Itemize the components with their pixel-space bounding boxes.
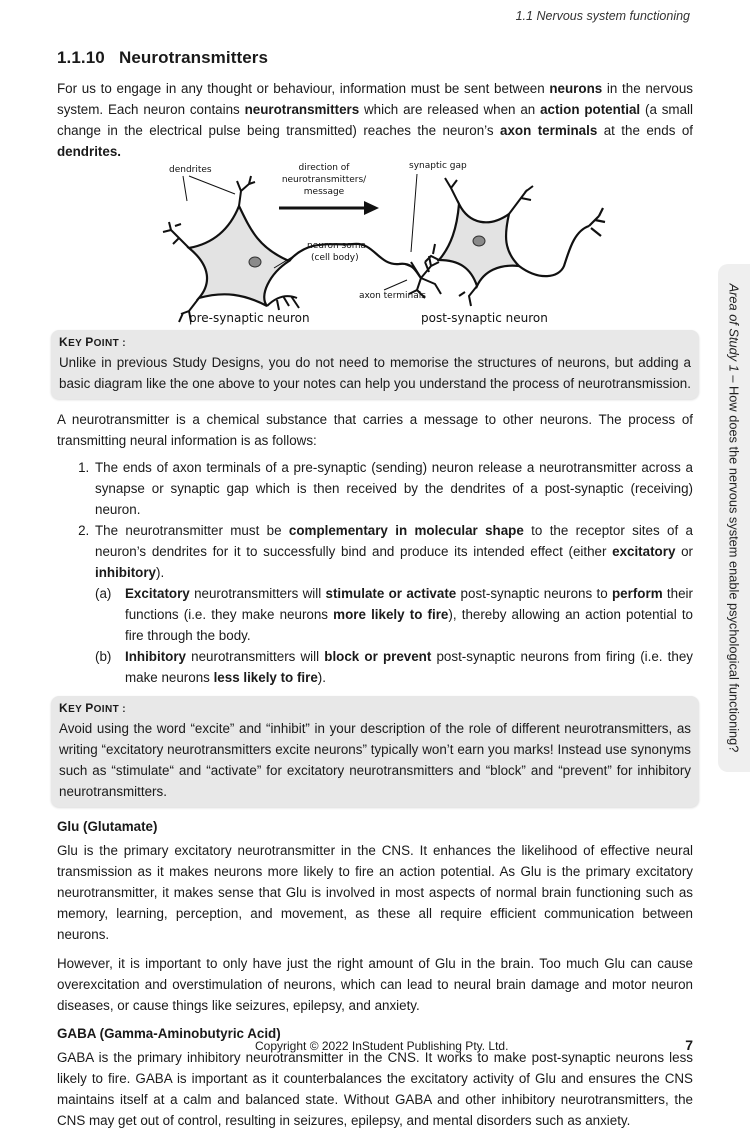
side-tab-label: Area of Study 1 – How does the nervous system enable psychological functioning?	[726, 283, 742, 753]
post-neuron-nucleus	[473, 236, 485, 246]
process-steps	[57, 457, 693, 688]
post-axon	[519, 208, 605, 276]
pre-neuron-soma	[189, 206, 289, 306]
effect-type-item: (a) Excitatory neurotransmitters will stimulate or activate post-synaptic neurons to perform their functions (i.e. they make neurons more likely to fire), thereby allowing an action potential to fire through the body.	[95, 586, 693, 643]
copyright: Copyright © 2022 InStudent Publishing Pty. Ltd.	[255, 1039, 509, 1053]
label-direction-2: neurotransmitters/	[281, 175, 367, 185]
section-title	[57, 48, 693, 68]
key-point-label: KEY POINT :	[59, 335, 127, 349]
dendrites-pointer	[183, 176, 235, 201]
section-heading: Neurotransmitters	[119, 48, 269, 67]
pre-dendrite	[237, 176, 255, 206]
glu-paragraph-1: Glu is the primary excitatory neurotransmitter in the CNS. It enhances the likelihood of effective neural transmission as it makes neurons more likely to fire an action potential. As Glu is the primary excitatory neurotransmitter, it makes sense that Glu is involved in most aspects of normal brain functioning such as memory, learning, perception, and movement, as these all require efficient communication between neurons.	[57, 843, 693, 942]
key-point-label: KEY POINT :	[59, 701, 127, 715]
side-chapter-tab	[718, 264, 750, 772]
neuron-diagram	[159, 156, 619, 326]
section-number: 1.1.10	[57, 48, 105, 67]
key-point-box-2	[51, 696, 699, 807]
label-axon-terminals: axon terminals	[359, 291, 426, 301]
direction-arrowhead	[364, 201, 379, 215]
process-step: 1. The ends of axon terminals of a pre-synaptic (sending) neuron release a neurotransmitter across a synapse or synaptic gap which is then received by the dendrites of a post-synaptic (receiving) neuron.	[93, 457, 693, 520]
label-synaptic-gap: synaptic gap	[409, 161, 467, 171]
gap-pointer	[411, 174, 417, 252]
label-direction-1: direction of	[298, 163, 350, 173]
label-direction-3: message	[303, 187, 345, 197]
pre-dendrite	[163, 222, 189, 248]
page-number: 7	[685, 1037, 693, 1053]
glu-paragraph-2: However, it is important to only have just the right amount of Glu in the brain. Too much Glu can cause overexcitation and overstimulation of neurons, which can lead to neural brain damage and motor neuron diseases, or cause things like seizures, epilepsy, and anxiety.	[57, 956, 693, 1013]
post-dendrite	[425, 244, 439, 272]
key-point-text: Avoid using the word “excite” and “inhibit” in your description of the role of different neurotransmitters, as writing “excitatory neurotransmitters excite neurons” typically won’t earn you marks! Instead use synonyms such as “stimulate“ and “activate” for excitatory neurotransmitters and “block” and “prevent” for inhibitory neurotransmitters.	[59, 721, 691, 799]
pre-dendrite	[267, 296, 299, 310]
glu-heading: Glu (Glutamate)	[57, 819, 158, 834]
pre-neuron-nucleus	[249, 257, 261, 267]
gaba-heading: GABA (Gamma-Aminobutyric Acid)	[57, 1026, 281, 1041]
key-point-text: Unlike in previous Study Designs, you do not need to memorise the structures of neurons, but adding a basic diagram like the one above to your notes can help you understand the process of neurotransmission.	[59, 355, 691, 391]
label-soma-1: neuron soma	[307, 241, 366, 251]
label-soma-2: (cell body)	[311, 253, 359, 263]
terminals-pointer	[384, 280, 407, 290]
label-pre-synaptic: pre-synaptic neuron	[189, 311, 310, 325]
running-head: 1.1 Nervous system functioning	[515, 9, 690, 23]
key-point-box-1	[51, 330, 699, 399]
process-intro: A neurotransmitter is a chemical substance that carries a message to other neurons. The process of transmitting neural information is as follows:	[57, 412, 693, 448]
page-content	[57, 48, 693, 1131]
effect-types	[95, 583, 693, 688]
label-post-synaptic: post-synaptic neuron	[421, 311, 548, 325]
process-step: 2. The neurotransmitter must be complementary in molecular shape to the receptor sites of a neuron’s dendrites for it to successfully bind and produce its intended effect (either excitatory or inhibitory). (a) Excitatory neurotransmitters will stimulate or activate post-synaptic neurons to perform their functions (i.e. they make neurons more likely to fire), thereby allowing an action potential to fire through the body. (b) Inhibitory neurotransmitters will block or prevent post-synaptic neurons from firing (i.e. they make neurons less likely to fire).	[93, 520, 693, 688]
intro-paragraph: For us to engage in any thought or behaviour, information must be sent between neurons in the nervous system. Each neuron contains neurotransmitters which are released when an action potential (a small change in the electrical pulse being transmitted) reaches the neuron’s axon terminals at the ends of dendrites.	[57, 81, 694, 159]
effect-type-item: (b) Inhibitory neurotransmitters will block or prevent post-synaptic neurons from firing (i.e. they make neurons less likely to fire).	[95, 649, 693, 685]
post-dendrite	[445, 178, 459, 204]
label-dendrites: dendrites	[169, 165, 212, 175]
gaba-paragraph-1: GABA is the primary inhibitory neurotransmitter in the CNS. It works to make post-synaptic neurons less likely to fire. GABA is important as it counterbalances the excitatory activity of Glu and ensures the CNS maintains itself at a calm and balanced state. Without GABA and other inhibitory neurotransmitters, the CNS may get out of control, resulting in seizures, epilepsy, and mental disorders such as anxiety.	[57, 1050, 693, 1128]
post-dendrite	[459, 286, 477, 306]
post-dendrite	[509, 186, 533, 214]
